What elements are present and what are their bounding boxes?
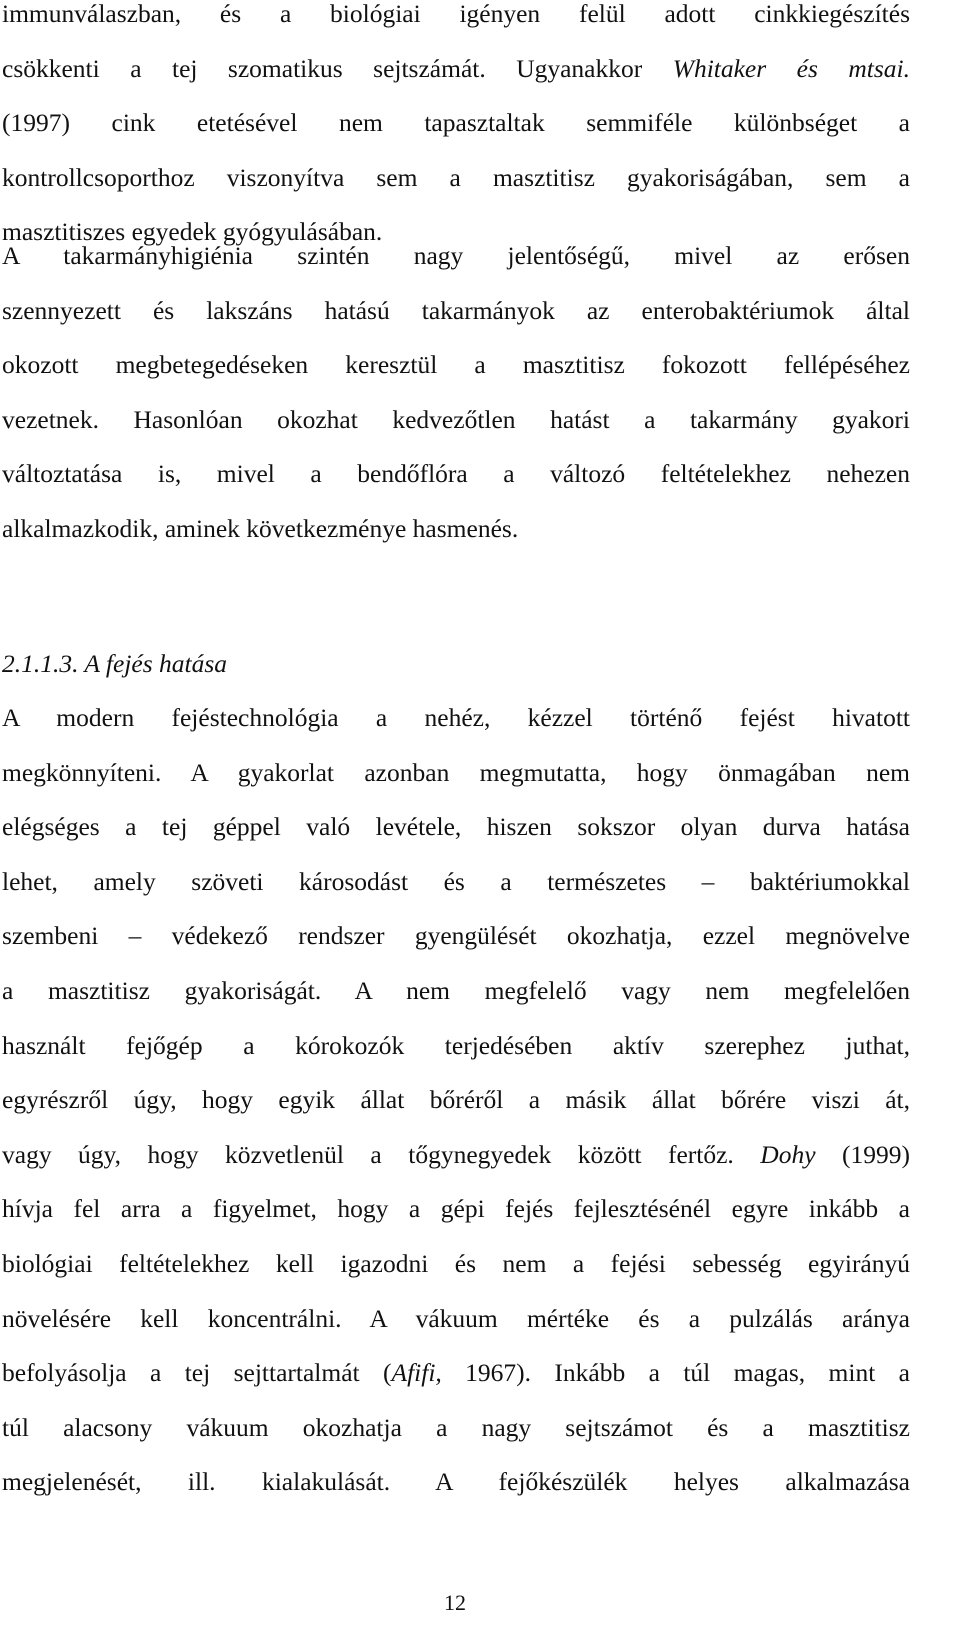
text-line: biológiai feltételekhez kell igazodni és nem a fejési sebesség egyirányú <box>2 1248 910 1278</box>
paragraph-milking-effect <box>2 691 910 1510</box>
text-line: használt fejőgép a kórokozók terjedésében aktív szerephez juthat, <box>2 1030 910 1060</box>
text-line <box>2 1128 910 1183</box>
text-line: egyrészről úgy, hogy egyik állat bőréről a másik állat bőrére viszi át, <box>2 1085 910 1115</box>
page-number: 12 <box>444 1590 466 1615</box>
text-line: hívja fel arra a figyelmet, hogy a gépi fejés fejlesztésénél egyre inkább a <box>2 1194 910 1224</box>
text-line: szembeni – védekező rendszer gyengülését okozhatja, ezzel megnövelve <box>2 921 910 951</box>
text-segment: befolyásolja a tej sejttartalmát ( <box>2 1358 392 1388</box>
paragraph-mastitis-zinc <box>2 0 910 260</box>
section-number: 2.1.1.3. <box>2 649 79 678</box>
paragraph-feed-hygiene <box>2 229 910 557</box>
text-line: A modern fejéstechnológia a nehéz, kézzel történő fejést hivatott <box>2 703 910 732</box>
text-line: alkalmazkodik, aminek következménye hasmenés. <box>2 513 519 543</box>
text-line: okozott megbetegedéseken keresztül a masztitisz fokozott fellépéséhez <box>2 350 910 380</box>
section-heading <box>2 637 227 692</box>
text-line <box>2 42 910 97</box>
text-segment: csökkenti a tej szomatikus sejtszámát. Ugyanakkor <box>2 53 673 83</box>
citation-dohy: Dohy <box>760 1139 816 1169</box>
text-line: masztitiszes egyedek gyógyulásában. <box>2 217 383 247</box>
text-line: kontrollcsoporthoz viszonyítva sem a masztitisz gyakoriságában, sem a <box>2 162 910 192</box>
text-line: vezetnek. Hasonlóan okozhat kedvezőtlen hatást a takarmány gyakori <box>2 404 910 434</box>
text-segment: 1967). Inkább a túl magas, mint a <box>441 1358 910 1388</box>
section-title: A fejés hatása <box>84 649 228 678</box>
text-line: változtatása is, mivel a bendőflóra a változó feltételekhez nehezen <box>2 459 910 489</box>
text-line: elégséges a tej géppel való levétele, hiszen sokszor olyan durva hatása <box>2 812 910 842</box>
text-line: immunválaszban, és a biológiai igényen felül adott cinkkiegészítés <box>2 0 910 28</box>
text-line: megjelenését, ill. kialakulását. A fejőkészülék helyes alkalmazása <box>2 1467 910 1497</box>
text-line: A takarmányhigiénia szintén nagy jelentőségű, mivel az erősen <box>2 241 910 270</box>
text-line: növelésére kell koncentrálni. A vákuum mértéke és a pulzálás aránya <box>2 1303 910 1333</box>
citation-afifi: Afifi, <box>391 1358 442 1388</box>
text-line: szennyezett és lakszáns hatású takarmányok az enterobaktériumok által <box>2 295 910 325</box>
text-line: túl alacsony vákuum okozhatja a nagy sejtszámot és a masztitisz <box>2 1412 910 1442</box>
text-line: a masztitisz gyakoriságát. A nem megfelelő vagy nem megfelelően <box>2 975 910 1005</box>
text-line: lehet, amely szöveti károsodást és a természetes – baktériumokkal <box>2 866 910 896</box>
text-line: megkönnyíteni. A gyakorlat azonban megmutatta, hogy önmagában nem <box>2 757 910 787</box>
text-line <box>2 1346 910 1401</box>
text-line: (1997) cink etetésével nem tapasztaltak semmiféle különbséget a <box>2 108 910 138</box>
text-segment: vagy úgy, hogy közvetlenül a tőgynegyedek között fertőz. <box>2 1139 761 1169</box>
citation-year: (1999) <box>815 1139 910 1169</box>
citation-whitaker: Whitaker és mtsai. <box>672 53 910 83</box>
